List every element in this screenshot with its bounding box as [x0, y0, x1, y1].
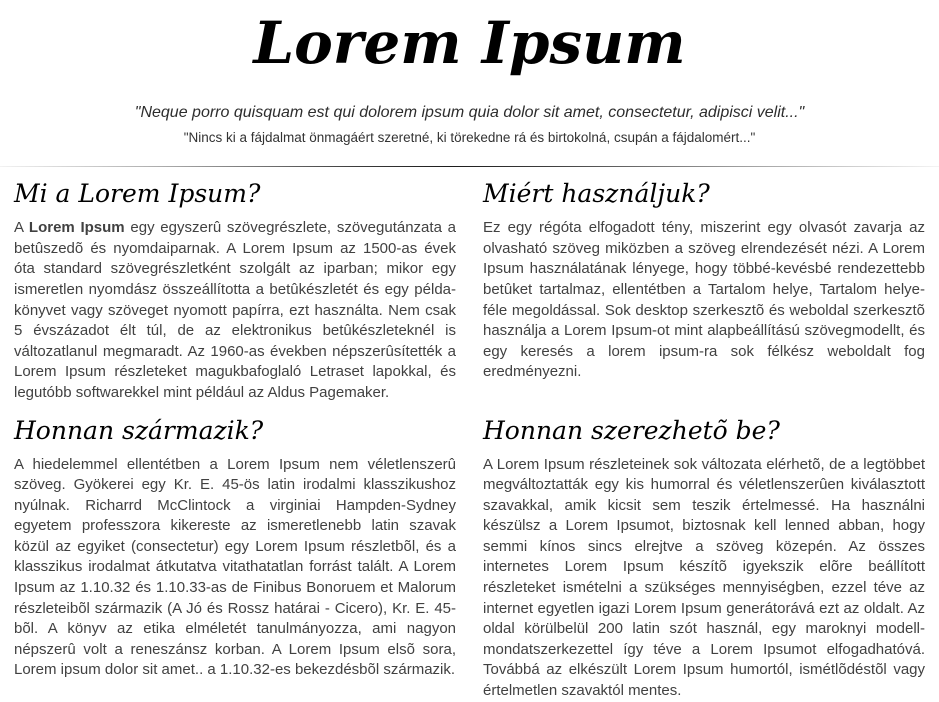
- content-grid: [0, 167, 939, 701]
- latin-quote: "Neque porro quisquam est qui dolorem ipsum quia dolor sit amet, consectetur, adipisci velit...": [134, 103, 805, 121]
- section-body-where-to-get: A Lorem Ipsum részleteinek sok változata elérhetõ, de a legtöbbet megváltoztatták egy kis humorral és véletlenszerûen kiválasztott szavakkal, amik kicsit sem teszik értelmessé. Ha használni készülsz a Lorem Ipsumot, biztosnak kell lenned abban, hogy semmi kínos sincs elrejtve a szöveg közepén. Az összes internetes Lorem Ipsum készítõ igyekszik elõre beállított részleteket ismételni a szükséges mennyiségben, ezzel téve az internet egyetlen igazi Lorem Ipsum generátorává ezt az oldalt. Az oldal körülbelül 200 latin szót használ, egy maroknyi modell-mondatszerkezettel így téve a Lorem Ipsumot elfogadhatóvá. Továbbá az elkészült Lorem Ipsum humortól, ismétlõdéstõl vagy értelmetlen szavaktól mentes.: [483, 455, 925, 700]
- section-heading-what-is: Mi a Lorem Ipsum?: [14, 179, 261, 209]
- section-why-use-it: [483, 167, 925, 403]
- section-body-where-from: A hiedelemmel ellentétben a Lorem Ipsum nem véletlenszerû szöveg. Gyökerei egy Kr. E. 45-ös latin irodalmi klasszikushoz nyúlnak. Richarrd McClintock a virginiai Hampden-Sydney egyetem professzora kikereste az ismeretlenebb latin szavak közül az egyiket (consectetur) egy Lorem Ipsum részletbõl, és a klasszikus irodalmat átkutatva vitathatatlan forrást talált. A Lorem Ipsum az 1.10.32 és 1.10.33-as de Finibus Bonoruem et Malorum részleteibõl származik (A Jó és Rossz határai - Cicero), Kr. E. 45-bõl. A könyv az etika elméletét tanulmányozza, ami nagyon népszerû volt a reneszánsz korban. A Lorem Ipsum elsõ sora, Lorem ipsum dolor sit amet.. a 1.10.32-es bekezdésbõl származik.: [14, 455, 456, 679]
- section-body-why-use: Ez egy régóta elfogadott tény, miszerint egy olvasót zavarja az olvasható szöveg miközben a szöveg elrendezését nézi. A Lorem Ipsum használatának lényege, hogy többé-kevésbé rendezettebb betûket tartalmaz, ellentétben a Tartalom helye, Tartalom helye-féle megoldással. Sok desktop szerkesztõ és weboldal szerkesztõ használja a Lorem Ipsum-ot mint alapbeállítású szövegmodellt, és egy keresés a lorem ipsum-ra sok félkész weboldalt fog eredményezni.: [483, 219, 925, 381]
- page-header: [0, 9, 939, 146]
- section-heading-where-to-get: Honnan szerezhetõ be?: [483, 415, 780, 445]
- section-where-from: [14, 404, 456, 702]
- section-what-is-lorem-ipsum: [14, 167, 456, 403]
- section-where-to-get: [483, 404, 925, 702]
- section-body-what-is: [14, 218, 456, 403]
- section-heading-where-from: Honnan származik?: [14, 415, 264, 445]
- body-rest: egy egyszerû szövegrészlete, szövegutánzata a betûszedõ és nyomdaiparnak. A Lorem Ipsum az 1500-as évek óta standard szövegrészletként szolgált az iparban; mikor egy ismeretlen nyomdász összeállította a betûkészletét és egy példakönyvet vagy szöveget nyomott papírra, ezt használta. Nem csak 5 évszázadot élt túl, de az elektronikus betûkészleteknél is változatlanul megmaradt. Az 1960-as években népszerûsítették a Lorem Ipsum részleteket magukbafoglaló Letraset lapokkal, és legutóbb softwarekkel mint például az Aldus Pagemaker.: [14, 219, 456, 401]
- section-heading-why-use: Miért használjuk?: [483, 179, 710, 209]
- quote-translation: "Nincs ki a fájdalmat önmagáért szeretné, ki törekedne rá és birtokolná, csupán a fájdalomért...": [183, 129, 756, 145]
- page-title: Lorem Ipsum: [253, 9, 686, 77]
- body-prefix: A: [14, 219, 29, 237]
- body-bold-lorem-ipsum: Lorem Ipsum: [28, 219, 125, 237]
